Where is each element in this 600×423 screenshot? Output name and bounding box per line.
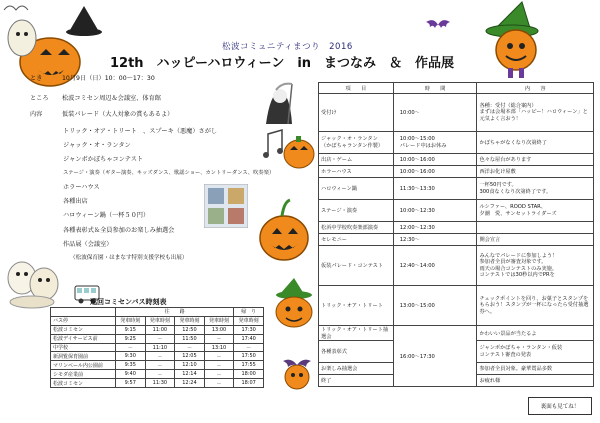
bat-icon [425,18,451,32]
table-row [51,379,264,388]
bus-time: 9:35 [115,361,145,370]
schedule-item: 受付け [319,94,394,132]
naiyo-value: 仮装パレード（大人対象の賞もあるよ） [61,111,174,118]
table-row [319,234,594,246]
bus-time: － [145,361,175,370]
schedule-item: 終了 [319,375,394,387]
bus-time: － [145,334,175,343]
naiyo-label: 内容 [30,111,43,118]
bus-time: 12:05 [175,352,205,361]
bus-col-header: バス停 [51,316,116,325]
bus-stop: 松波コミセン [51,325,116,334]
bus-col-header: 発車時刻 [115,316,145,325]
schedule-header-time: 時 間 [393,83,477,94]
jack-o-lantern-witch-illustration [482,0,552,80]
bus-stop: シモダ産業前 [51,370,116,379]
bus-time: － [204,352,234,361]
bat-pumpkin-illustration [280,355,314,391]
info-tokoro [30,96,161,102]
bus-time: 17:40 [234,334,264,343]
schedule-content: かぼちゃがなくなり次第終了 [477,132,594,154]
table-row [319,286,594,326]
bus-group-outbound: 往 路 [115,308,233,317]
schedule-content: お疲れ様 [477,375,594,387]
schedule-header-item: 項 目 [319,83,394,94]
bus-stop: 中学校 [51,343,116,352]
schedule-item: 各種表彰式 [319,341,394,363]
table-row [51,325,264,334]
see-reverse-note: 裏面も見てね！ [528,397,592,415]
bus-time: 11:10 [145,343,175,352]
toki-label: とき [30,75,43,82]
schedule-time: 10:00～12:30 [393,200,477,222]
schedule-time: 10:00～15:00 パレード中はお休み [393,132,477,154]
bus-timetable [50,307,264,388]
info-item: ジャンボかぼちゃコンテスト [63,156,144,163]
schedule-item: お楽しみ抽選会 [319,363,394,375]
table-row [51,343,264,352]
bus-time: － [204,379,234,388]
schedule-content: 開会宣言 [477,234,594,246]
schedule-content: チェックポイントを回り、お菓子とスタンプをもらおう！スタンプが一杯になったら受付抽選券へ。 [477,286,594,326]
bus-stop: 松波デイサービス前 [51,334,116,343]
reaper-illustration [258,80,298,126]
table-row [319,94,594,132]
info-item: 各種表彰式＆全員参加のお楽しみ抽選会 [63,227,175,234]
pumpkin-face-illustration [256,196,312,268]
info-item: ジャック・オ・ランタン [63,142,131,149]
schedule-item: 松浜中学校吹奏楽部演奏 [319,222,394,234]
bus-col-header: 発車時刻 [145,316,175,325]
bus-time: － [204,334,234,343]
bus-stop: 新洞覧保育園前 [51,352,116,361]
schedule-table [318,82,594,387]
bus-time: 9:15 [115,325,145,334]
schedule-header-content: 内 容 [477,83,594,94]
tokoro-label: ところ [30,95,49,102]
schedule-time: 10:00～ [393,94,477,132]
bus-time: － [234,343,264,352]
bus-stop: 松波コミセン [51,379,116,388]
bus-time: 9:57 [115,379,145,388]
table-row [51,361,264,370]
schedule-time: 12:40～14:00 [393,246,477,286]
bus-time: － [145,352,175,361]
schedule-time: 13:00～15:00 [393,286,477,326]
bus-time: 9:25 [115,334,145,343]
schedule-content: かわいい景品が当たるよ [477,326,594,341]
bus-time: 11:00 [145,325,175,334]
bus-time: － [204,370,234,379]
table-row [319,326,594,341]
schedule-content: みんなでパレードに参加しよう！ 参加者全員が審査対象です。 雨天の場合コンテストのみ実施。 コンテストでは30秒以内でPRを [477,246,594,286]
info-item: 各種出店 [63,198,88,205]
info-naiyo [30,112,173,118]
bus-col-header: 発車時刻 [234,316,264,325]
table-row [51,370,264,379]
page-title: 12th ハッピーハロウィーン in まつなみ ＆ 作品展 [110,56,455,71]
table-row [51,334,264,343]
bus-time: 13:00 [204,325,234,334]
schedule-content: 参加者全員対象。豪華賞品多数 [477,363,594,375]
schedule-content: 一杯50円です。 300食なくなり次第終了です。 [477,178,594,200]
table-row [319,178,594,200]
schedule-content: ジャンボかぼちゃ・ランタン・仮装 コンテスト審査の発表 [477,341,594,363]
bus-col-header: 発車時刻 [204,316,234,325]
bus-time: 11:50 [175,334,205,343]
info-toki [30,76,155,82]
bus-time: 11:30 [145,379,175,388]
schedule-time: 16:00～17:30 [393,326,477,387]
ghost-icon [8,20,36,56]
table-row [319,132,594,154]
info-item: ハロウィーン鍋（一杯５０円） [63,212,150,219]
info-item: トリック・オア・トリート 、スプーキ（悪魔）さがし [63,128,218,135]
schedule-item: 仮装パレード・コンテスト [319,246,394,286]
bus-time: 18:07 [234,379,264,388]
schedule-time: 10:00～16:00 [393,154,477,166]
info-item: （松波保育園・はまなす特別支援学校も出展） [70,255,188,261]
bus-time: － [115,343,145,352]
schedule-time: 11:30～13:30 [393,178,477,200]
bus-group-return: 帰 り [234,308,264,317]
toki-value: 10月9日（日）10：00～17：30 [61,75,155,82]
schedule-content: 色々な屋台があります [477,154,594,166]
table-row [319,222,594,234]
table-row [319,154,594,166]
tokoro-value: 松波コミセン周辺＆会議室、体育館 [61,95,161,102]
bus-time: 12:14 [175,370,205,379]
schedule-item: ホラーハウス [319,166,394,178]
bus-time: 17:50 [234,352,264,361]
bus-time: 12:24 [175,379,205,388]
schedule-item: ハロウィーン鍋 [319,178,394,200]
schedule-content: 西洋お化け屋敷 [477,166,594,178]
schedule-time: 12:30～ [393,234,477,246]
bus-timetable-title: 巡回コミセンバス時刻表 [90,298,167,306]
bus-time: 12:10 [175,361,205,370]
pumpkin-witch-illustration [270,276,318,328]
bus-time: － [145,370,175,379]
bus-time: 9:40 [115,370,145,379]
photo-collage [204,184,248,228]
schedule-item: ステージ・演奏 [319,200,394,222]
schedule-item: 出店・ゲーム [319,154,394,166]
bus-stop: マリンベール内公園前 [51,361,116,370]
bus-time: － [204,361,234,370]
table-row [319,200,594,222]
schedule-time: 10:00～16:00 [393,166,477,178]
schedule-item: トリック・オア・トリート抽選会 [319,326,394,341]
bus-time: 17:55 [234,361,264,370]
bus-corner [51,308,116,317]
schedule-content [477,222,594,234]
info-item: 作品展（会議室） [63,241,113,248]
bus-time: 18:00 [234,370,264,379]
pumpkin-bowl-illustration [280,130,318,172]
table-row [319,246,594,286]
bus-time: 12:50 [175,325,205,334]
table-row [319,166,594,178]
bus-time: 17:30 [234,325,264,334]
schedule-time: 12:00～12:30 [393,222,477,234]
table-row [51,352,264,361]
bus-time: 9:30 [115,352,145,361]
bus-time: 13:10 [204,343,234,352]
info-item: ステージ・演奏（ギター演奏、キッズダンス、歌謡ショー、カントリーダンス、吹奏楽） [63,170,275,176]
schedule-content: ルシファー、ROOD STAR、 夕潮 愛、サンセットライダーズ [477,200,594,222]
schedule-content: 各種：受付（総合案内） まずは会場本部「ハッピー！ハロウィーン」と元気よく言おう！ [477,94,594,132]
bus-time: － [175,343,205,352]
event-subtitle: 松波コミュニティまつり 2016 [222,42,353,52]
witch-hat-icon [70,6,98,30]
schedule-item: トリック・オア・トリート [319,286,394,326]
ghost-group-illustration [4,250,62,310]
info-item: ホラーハウス [63,184,100,191]
schedule-item: ジャック・オ・ランタン （かぼちゃランタン作製） [319,132,394,154]
bus-col-header: 発車時刻 [175,316,205,325]
schedule-item: セレモニー [319,234,394,246]
